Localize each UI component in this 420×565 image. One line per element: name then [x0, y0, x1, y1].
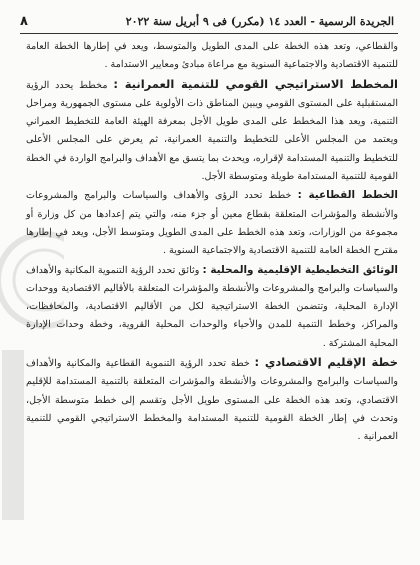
header-rule [20, 33, 398, 34]
paragraph-continuation [26, 38, 398, 75]
paragraph-text: مخطط يحدد الرؤية المستقبلية على المستوى القومي ويبين المناطق ذات الأولوية على مستوى الجمهورية ومراحل التنمية، ويعد هذا المخطط على المدى طويل الأجل بمعرفة الهيئة العامة للتخطيط العمراني ويعتمد من المجلس الأعلى للتخطيط والتنمية العمرانية، ثم يعرض على المجلس الأعلى للتخطيط والتنمية المستدامة لإقراره، ويحدث بما يتسق مع الأهداف والبرامج الواردة في الخطة القومية للتنمية المستدامة طويلة ومتوسطة الأجل. [26, 79, 398, 183]
paragraph-text: وثائق تحدد الرؤية التنموية المكانية والأهداف والسياسات والبرامج والمشروعات والأنشطة والمؤشرات المتعلقة بالأقاليم الاقتصادية ووحدات الإدارة المحلية، وتتضمن الخطة الاستراتيجية لكل من الأقاليم الاقتصادية، والمحافظات، والمراكز، وخطط التنمية للمدن والأحياء والوحدات المحلية القروية، وخطة وحدات الإدارة المحلية المشتركة . [26, 264, 398, 349]
page-header [20, 10, 394, 32]
paragraph-heading: الوثائق التخطيطية الإقليمية والمحلية : [202, 263, 398, 276]
paragraph-economic-region-plan [26, 353, 398, 446]
page-number: ٨ [20, 13, 28, 29]
paragraph-text: خطة تحدد الرؤية التنموية القطاعية والمكانية والأهداف والسياسات والبرامج والمشروعات والأنشطة والمؤشرات المتعلقة بالتنمية المستدامة للإقليم الاقتصادي، وتعد هذه الخطة على المستوى طويل الأجل وتقسم إلى خطط متوسطة الأجل، وتحدث في إطار الخطة القومية للتنمية المستدامة والمخطط الاستراتيجي القومي للتنمية العمرانية . [26, 358, 398, 443]
paragraph-regional-local-documents [26, 261, 398, 353]
header-title: الجريدة الرسمية - العدد ١٤ (مكرر) فى ٩ أبريل سنة ٢٠٢٢ [125, 14, 394, 28]
paragraph-heading: المخطط الاستراتيجي القومي للتنمية العمرانية : [113, 76, 398, 91]
paragraph-text: خطط تحدد الرؤى والأهداف والسياسات والبرامج والمشروعات والأنشطة والمؤشرات المتعلقة بقطاع معين أو جزء منه، والتي يتم إعدادها من كل وزارة أو مجموعة من الوزارات، وتعد هذه الخطط على المدى الطويل ومتوسط الأجل، ويعد في إطارها مقترح الخطة العامة للتنمية الاقتصادية والاجتماعية السنوية . [26, 190, 398, 257]
page-body [26, 38, 398, 557]
paragraph-text: والقطاعي، وتعد هذه الخطة على المدى الطويل والمتوسط، ويعد في إطارها الخطة العامة للتنمية الاقتصادية والاجتماعية السنوية مع مراعاة مبادئ ومعايير الاستدامة . [26, 41, 398, 71]
paragraph-sectoral-plans [26, 186, 398, 260]
paragraph-national-urban-plan [26, 75, 398, 187]
paragraph-heading: الخطط القطاعية : [297, 189, 398, 202]
paragraph-heading: خطة الإقليم الاقتصادي : [254, 355, 398, 370]
